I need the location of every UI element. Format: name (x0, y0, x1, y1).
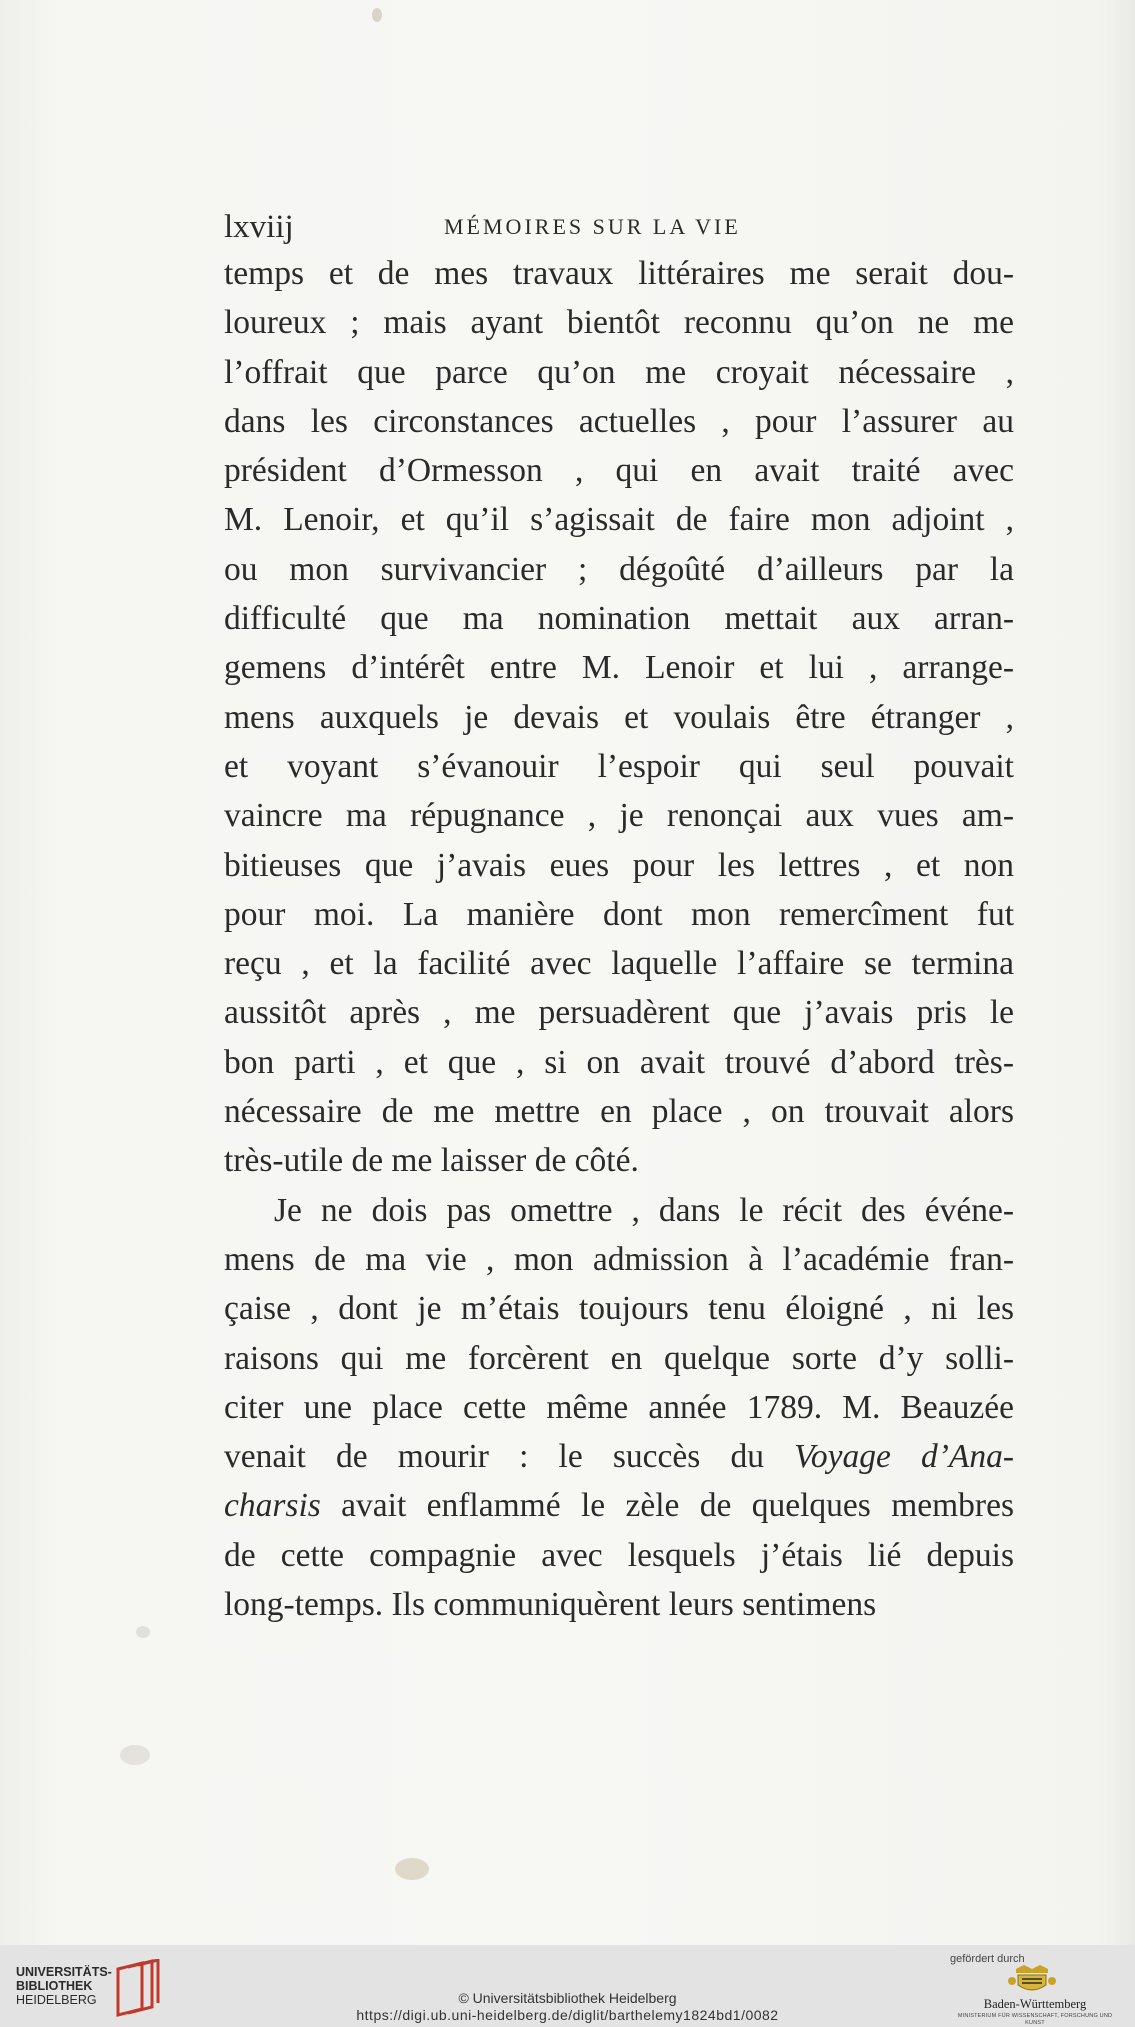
text-line (224, 791, 1014, 840)
funded-by-label: gefördert durch (950, 1953, 1025, 1965)
text-line (224, 1531, 1014, 1580)
text-line (224, 1432, 1014, 1481)
text-line (224, 1580, 1014, 1629)
text-segment: Je ne dois pas omettre , dans le récit des événe- (274, 1191, 1014, 1229)
source-url-link[interactable]: https://digi.ub.uni-heidelberg.de/diglit/barthelemy1824bd1/0082 (356, 2007, 779, 2023)
footer-bar (0, 1945, 1135, 2027)
text-segment: citer une place cette même année 1789. M. Beauzée (224, 1388, 1014, 1426)
text-segment: bitieuses que j’avais eues pour les lettres , et non (224, 846, 1014, 884)
text-segment: vaincre ma répugnance , je renonçai aux vues am- (224, 797, 1014, 835)
library-name-line: HEIDELBERG (16, 1993, 97, 2007)
text-segment: çaise , dont je m’étais toujours tenu éloigné , ni les (224, 1290, 1014, 1328)
text-line (224, 841, 1014, 890)
text-segment: ou mon survivancier ; dégoûté d’ailleurs par la (224, 550, 1014, 588)
text-line (224, 693, 1014, 742)
text-line (224, 1235, 1014, 1284)
text-segment: pour moi. La manière dont mon remercîment fut (224, 895, 1014, 933)
copyright-notice: © Universitätsbibliothek Heidelberg (458, 1990, 677, 2006)
text-segment: président d’Ormesson , qui en avait traité avec (224, 452, 1014, 490)
text-segment: et voyant s’évanouir l’espoir qui seul pouvait (224, 747, 1014, 785)
paper-speck (136, 1626, 150, 1638)
text-line (224, 939, 1014, 988)
text-segment: très-utile de me laisser de côté. (224, 1142, 639, 1180)
text-segment: reçu , et la facilité avec laquelle l’affaire se termina (224, 945, 1014, 983)
baden-wuerttemberg-crest-icon[interactable] (1008, 1965, 1056, 1995)
text-segment: mens de ma vie , mon admission à l’académie fran- (224, 1240, 1014, 1278)
text-line (224, 1087, 1014, 1136)
text-line (224, 495, 1014, 544)
text-segment: raisons qui me forcèrent en quelque sorte d’y solli- (224, 1339, 1014, 1377)
text-line (224, 298, 1014, 347)
text-line (224, 890, 1014, 939)
paper-stain (120, 1745, 150, 1765)
running-head: MÉMOIRES SUR LA VIE (444, 214, 741, 239)
text-line (224, 446, 1014, 495)
text-line (224, 594, 1014, 643)
page-header (224, 207, 1024, 247)
text-line (224, 1284, 1014, 1333)
text-line (224, 643, 1014, 692)
text-segment: venait de mourir : le succès du (224, 1438, 795, 1476)
funder-name: Baden-Württemberg (983, 1997, 1087, 2011)
paper-speck (372, 8, 382, 22)
text-line (224, 397, 1014, 446)
text-line (224, 988, 1014, 1037)
book-title-italic: Voyage d’Ana- (794, 1438, 1015, 1476)
book-title-italic: charsis (224, 1487, 321, 1525)
text-segment: bon parti , et que , si on avait trouvé d’abord très- (224, 1043, 1014, 1081)
text-segment: mens auxquels je devais et voulais être étranger , (224, 698, 1014, 736)
library-name-line: UNIVERSITÄTS- (16, 1965, 112, 1979)
text-segment: M. Lenoir, et qu’il s’agissait de faire mon adjoint , (224, 501, 1014, 539)
text-line (224, 1186, 1014, 1235)
text-line (224, 545, 1014, 594)
text-line (224, 1038, 1014, 1087)
text-segment: dans les circonstances actuelles , pour l’assurer au (224, 402, 1014, 440)
text-line (224, 1481, 1014, 1530)
library-name-line: BIBLIOTHEK (16, 1979, 93, 1993)
text-segment: l’offrait que parce qu’on me croyait nécessaire , (224, 353, 1014, 391)
text-line (224, 1383, 1014, 1432)
text-segment: gemens d’intérêt entre M. Lenoir et lui , arrange- (224, 649, 1014, 687)
text-segment: avait enflammé le zèle de quelques membres (320, 1487, 1014, 1525)
text-line (224, 1136, 1014, 1185)
text-segment: loureux ; mais ayant bientôt reconnu qu’on ne me (224, 304, 1014, 342)
text-segment: de cette compagnie avec lesquels j’étais lié depuis (224, 1536, 1014, 1574)
text-segment: difficulté que ma nomination mettait aux arran- (224, 600, 1014, 638)
text-segment: nécessaire de me mettre en place , on trouvait alors (224, 1093, 1014, 1131)
text-segment: long-temps. Ils communiquèrent leurs sentimens (224, 1586, 877, 1624)
text-line (224, 348, 1014, 397)
text-segment: temps et de mes travaux littéraires me serait dou- (224, 255, 1014, 292)
paper-stain (395, 1858, 429, 1880)
text-line (224, 1334, 1014, 1383)
text-segment: aussitôt après , me persuadèrent que j’avais pris le (224, 994, 1014, 1032)
page-number: lxviij (224, 209, 294, 245)
text-line (224, 249, 1014, 298)
text-line (224, 742, 1014, 791)
funder-ministry: MINISTERIUM FÜR WISSENSCHAFT, FORSCHUNG UND KUNST (957, 2013, 1113, 2026)
body-text (224, 249, 1014, 1629)
